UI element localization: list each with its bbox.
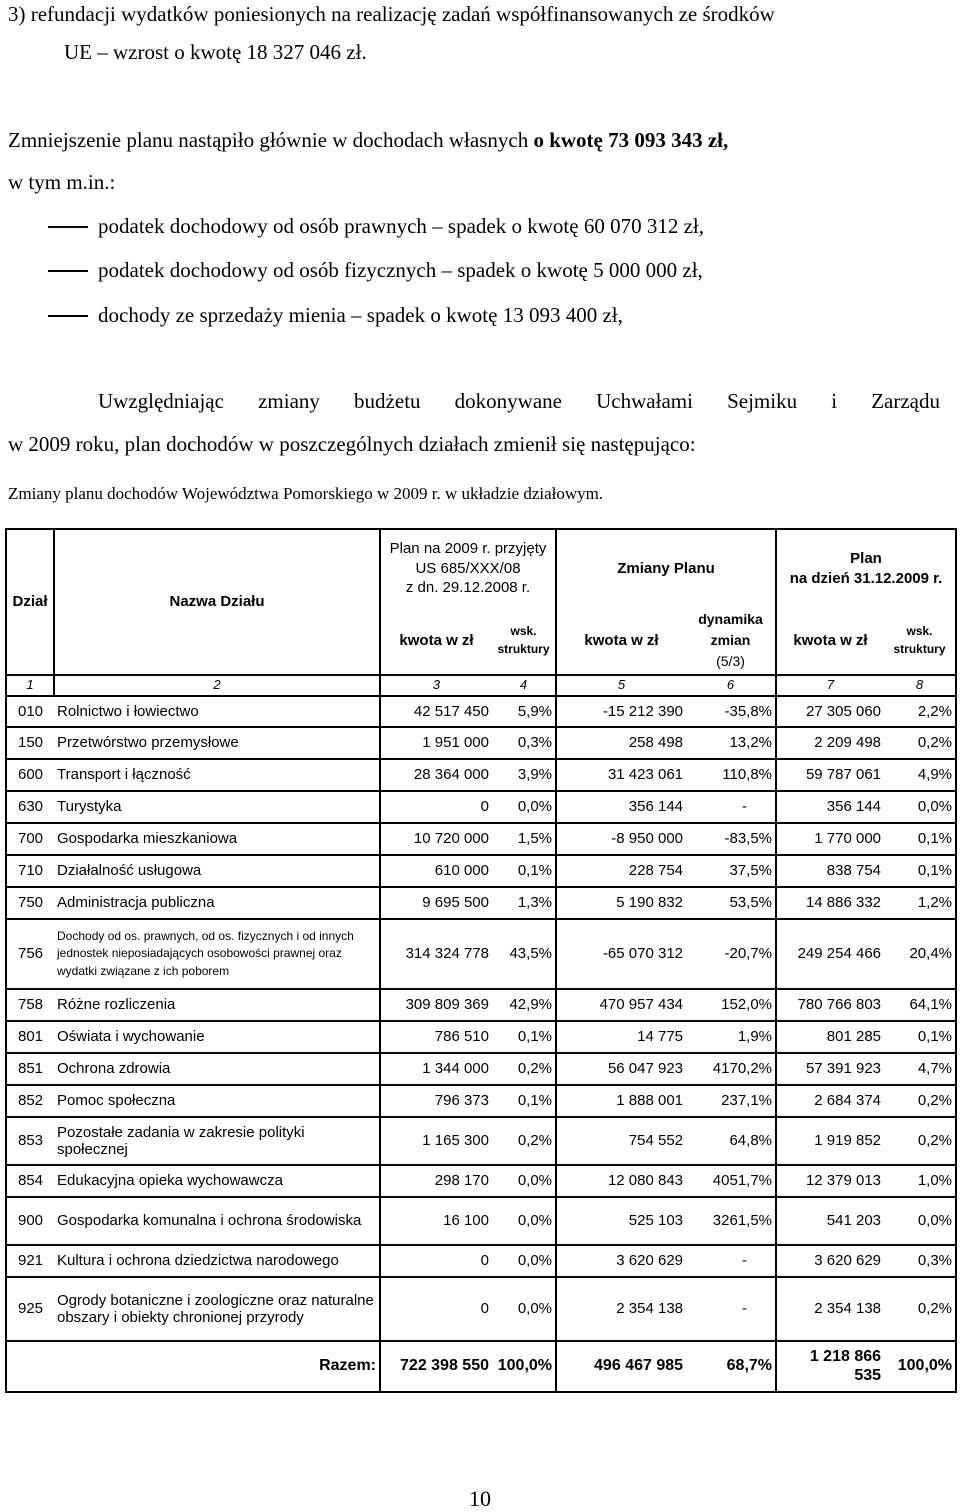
- column-index: 5: [556, 675, 686, 696]
- header-plan-initial-line2: US 685/XXX/08: [415, 559, 521, 577]
- row-dzial: 150: [6, 727, 54, 759]
- table-row: [6, 1021, 956, 1053]
- table-row: [6, 855, 956, 887]
- row-zmiana: 14 775: [556, 1021, 686, 1053]
- row-plan-pct: 0,3%: [492, 727, 556, 759]
- row-plan: 314 324 778: [380, 919, 492, 989]
- row-end-pct: 0,2%: [884, 1277, 956, 1341]
- row-end-pct: 0,3%: [884, 1245, 956, 1277]
- row-dzial: 758: [6, 989, 54, 1021]
- row-dynamika: 4051,7%: [686, 1165, 776, 1197]
- row-dzial: 630: [6, 791, 54, 823]
- row-plan-pct: 5,9%: [492, 696, 556, 727]
- item3-line1: 3) refundacji wydatków poniesionych na realizację zadań współfinansowanych ze środków: [8, 2, 775, 26]
- row-plan-end: 541 203: [776, 1197, 884, 1245]
- row-dynamika: -83,5%: [686, 823, 776, 855]
- row-plan: 16 100: [380, 1197, 492, 1245]
- row-zmiana: 56 047 923: [556, 1053, 686, 1085]
- row-plan-end: 838 754: [776, 855, 884, 887]
- row-zmiana: 31 423 061: [556, 759, 686, 791]
- bullet-dash-3: [48, 315, 88, 317]
- row-plan: 1 165 300: [380, 1117, 492, 1165]
- total-blank: [6, 1341, 54, 1392]
- row-dzial: 851: [6, 1053, 54, 1085]
- row-nazwa: Administracja publiczna: [54, 887, 380, 919]
- header-dynamika-line2: zmian: [710, 632, 751, 648]
- row-dzial: 853: [6, 1117, 54, 1165]
- row-dzial: 710: [6, 855, 54, 887]
- row-plan: 298 170: [380, 1165, 492, 1197]
- bullet-dash-1: [48, 226, 88, 228]
- table-row: [6, 1277, 956, 1341]
- table-row: [6, 823, 956, 855]
- row-zmiana: 1 888 001: [556, 1085, 686, 1117]
- row-plan-pct: 3,9%: [492, 759, 556, 791]
- column-index: 2: [54, 675, 380, 696]
- row-dynamika: 37,5%: [686, 855, 776, 887]
- row-plan-end: 2 209 498: [776, 727, 884, 759]
- row-end-pct: 0,2%: [884, 1117, 956, 1165]
- table-row: [6, 1165, 956, 1197]
- row-plan-end: 1 770 000: [776, 823, 884, 855]
- column-index-row: [6, 675, 956, 696]
- row-nazwa: Kultura i ochrona dziedzictwa narodowego: [54, 1245, 380, 1277]
- row-zmiana: 3 620 629: [556, 1245, 686, 1277]
- column-index: 4: [492, 675, 556, 696]
- row-plan-end: 27 305 060: [776, 696, 884, 727]
- row-plan-end: 14 886 332: [776, 887, 884, 919]
- row-dzial: 700: [6, 823, 54, 855]
- row-plan: 10 720 000: [380, 823, 492, 855]
- decrease-paragraph: [8, 128, 938, 153]
- row-plan: 28 364 000: [380, 759, 492, 791]
- row-dzial: 010: [6, 696, 54, 727]
- row-zmiana: 12 080 843: [556, 1165, 686, 1197]
- header-plan-initial: [380, 529, 556, 607]
- row-end-pct: 0,0%: [884, 1197, 956, 1245]
- row-plan-end: 356 144: [776, 791, 884, 823]
- row-plan: 42 517 450: [380, 696, 492, 727]
- row-plan-pct: 0,1%: [492, 855, 556, 887]
- table-row: [6, 1245, 956, 1277]
- row-plan-pct: 43,5%: [492, 919, 556, 989]
- row-nazwa: Turystyka: [54, 791, 380, 823]
- budget-paragraph-line1: Uwzględniając zmiany budżetu dokonywane Uchwałami Sejmiku i Zarządu: [98, 389, 940, 413]
- header-wsk-1: [492, 607, 556, 675]
- row-dzial: 854: [6, 1165, 54, 1197]
- total-plan-end: 1 218 866 535: [776, 1341, 884, 1392]
- row-plan-end: 59 787 061: [776, 759, 884, 791]
- column-index: 1: [6, 675, 54, 696]
- row-dynamika: -: [686, 1277, 776, 1341]
- row-nazwa: Rolnictwo i łowiectwo: [54, 696, 380, 727]
- row-end-pct: 0,1%: [884, 1021, 956, 1053]
- row-nazwa: Transport i łączność: [54, 759, 380, 791]
- bullet-item-2: podatek dochodowy od osób fizycznych – spadek o kwotę 5 000 000 zł,: [98, 258, 703, 282]
- row-end-pct: 4,9%: [884, 759, 956, 791]
- column-index: 3: [380, 675, 492, 696]
- row-dynamika: 3261,5%: [686, 1197, 776, 1245]
- header-zmiany: Zmiany Planu: [556, 529, 776, 607]
- row-plan-end: 801 285: [776, 1021, 884, 1053]
- row-end-pct: 0,0%: [884, 791, 956, 823]
- row-nazwa: Działalność usługowa: [54, 855, 380, 887]
- row-plan-pct: 0,2%: [492, 1053, 556, 1085]
- row-dynamika: 53,5%: [686, 887, 776, 919]
- row-zmiana: 470 957 434: [556, 989, 686, 1021]
- row-plan: 1 951 000: [380, 727, 492, 759]
- total-plan: 722 398 550: [380, 1341, 492, 1392]
- header-nazwa: Nazwa Działu: [54, 529, 380, 675]
- table-row: [6, 1197, 956, 1245]
- row-end-pct: 0,2%: [884, 1085, 956, 1117]
- header-wsk-1-line1: wsk.: [510, 624, 537, 639]
- total-dyn: 68,7%: [686, 1341, 776, 1392]
- row-nazwa: Ochrona zdrowia: [54, 1053, 380, 1085]
- table-row: [6, 989, 956, 1021]
- row-dzial: 900: [6, 1197, 54, 1245]
- budget-paragraph-line2: w 2009 roku, plan dochodów w poszczególnych działach zmienił się następująco:: [8, 432, 696, 456]
- row-zmiana: 754 552: [556, 1117, 686, 1165]
- row-plan-end: 3 620 629: [776, 1245, 884, 1277]
- row-dynamika: -: [686, 791, 776, 823]
- total-plan-pct: 100,0%: [492, 1341, 556, 1392]
- row-plan: 0: [380, 791, 492, 823]
- row-zmiana: 356 144: [556, 791, 686, 823]
- row-dzial: 925: [6, 1277, 54, 1341]
- row-plan-pct: 1,3%: [492, 887, 556, 919]
- column-index: 7: [776, 675, 884, 696]
- row-plan-end: 1 919 852: [776, 1117, 884, 1165]
- row-dynamika: 13,2%: [686, 727, 776, 759]
- row-zmiana: 2 354 138: [556, 1277, 686, 1341]
- row-plan-pct: 0,1%: [492, 1021, 556, 1053]
- row-dzial: 756: [6, 919, 54, 989]
- header-plan-end-line2: na dzień 31.12.2009 r.: [789, 569, 943, 587]
- row-plan-pct: 0,0%: [492, 791, 556, 823]
- row-dzial: 750: [6, 887, 54, 919]
- total-label: Razem:: [54, 1341, 380, 1392]
- column-index: 6: [686, 675, 776, 696]
- row-plan-end: 2 684 374: [776, 1085, 884, 1117]
- row-nazwa: Dochody od os. prawnych, od os. fizycznych i od innych jednostek nieposiadających osobowości prawnej oraz wydatki związane z ich poborem: [54, 919, 380, 989]
- header-wsk-2: [884, 607, 956, 675]
- table-row: [6, 919, 956, 989]
- row-nazwa: Edukacyjna opieka wychowawcza: [54, 1165, 380, 1197]
- row-dynamika: -35,8%: [686, 696, 776, 727]
- row-end-pct: 0,1%: [884, 855, 956, 887]
- header-dzial: Dział: [6, 529, 54, 675]
- header-plan-initial-line1: Plan na 2009 r. przyjęty: [389, 540, 547, 558]
- row-plan: 0: [380, 1277, 492, 1341]
- page-number: 10: [469, 1486, 491, 1511]
- item3-line2: UE – wzrost o kwotę 18 327 046 zł.: [64, 40, 367, 64]
- bullet-dash-2: [48, 270, 88, 272]
- header-plan-end: [776, 529, 956, 607]
- row-dynamika: 110,8%: [686, 759, 776, 791]
- row-nazwa: Przetwórstwo przemysłowe: [54, 727, 380, 759]
- header-wsk-2-line2: struktury: [893, 641, 946, 656]
- row-dynamika: 237,1%: [686, 1085, 776, 1117]
- row-plan-end: 12 379 013: [776, 1165, 884, 1197]
- income-table: [5, 528, 957, 1393]
- row-zmiana: 525 103: [556, 1197, 686, 1245]
- row-plan: 1 344 000: [380, 1053, 492, 1085]
- header-kwota-1: kwota w zł: [380, 607, 492, 675]
- row-plan-pct: 0,1%: [492, 1085, 556, 1117]
- row-dzial: 852: [6, 1085, 54, 1117]
- row-plan: 786 510: [380, 1021, 492, 1053]
- row-nazwa: Gospodarka komunalna i ochrona środowiska: [54, 1197, 380, 1245]
- row-plan-pct: 0,0%: [492, 1277, 556, 1341]
- total-end-pct: 100,0%: [884, 1341, 956, 1392]
- row-zmiana: 5 190 832: [556, 887, 686, 919]
- row-dynamika: 4170,2%: [686, 1053, 776, 1085]
- row-end-pct: 1,0%: [884, 1165, 956, 1197]
- row-end-pct: 20,4%: [884, 919, 956, 989]
- row-plan: 796 373: [380, 1085, 492, 1117]
- row-end-pct: 0,1%: [884, 823, 956, 855]
- row-dzial: 801: [6, 1021, 54, 1053]
- decrease-prefix: Zmniejszenie planu nastąpiło głównie w dochodach własnych: [8, 128, 534, 152]
- table-row: [6, 791, 956, 823]
- row-end-pct: 4,7%: [884, 1053, 956, 1085]
- row-dynamika: 152,0%: [686, 989, 776, 1021]
- decrease-amount: o kwotę 73 093 343 zł,: [533, 128, 729, 152]
- table-caption: Zmiany planu dochodów Województwa Pomorskiego w 2009 r. w układzie działowym.: [8, 484, 604, 503]
- row-zmiana: -65 070 312: [556, 919, 686, 989]
- row-nazwa: Oświata i wychowanie: [54, 1021, 380, 1053]
- table-row: [6, 727, 956, 759]
- row-end-pct: 1,2%: [884, 887, 956, 919]
- decrease-line2: w tym m.in.:: [8, 170, 116, 194]
- table-row: [6, 887, 956, 919]
- row-plan-pct: 0,0%: [492, 1165, 556, 1197]
- row-plan: 9 695 500: [380, 887, 492, 919]
- total-zmiana: 496 467 985: [556, 1341, 686, 1392]
- header-wsk-1-line2: struktury: [497, 641, 550, 656]
- row-plan-end: 249 254 466: [776, 919, 884, 989]
- row-zmiana: 228 754: [556, 855, 686, 887]
- row-end-pct: 64,1%: [884, 989, 956, 1021]
- header-dynamika: [686, 607, 776, 675]
- row-zmiana: -15 212 390: [556, 696, 686, 727]
- header-dynamika-line1: dynamika: [698, 611, 763, 627]
- row-plan: 0: [380, 1245, 492, 1277]
- table-row: [6, 1117, 956, 1165]
- header-wsk-2-line1: wsk.: [906, 624, 933, 639]
- row-nazwa: Ogrody botaniczne i zoologiczne oraz naturalne obszary i obiekty chronionej przyrody: [54, 1277, 380, 1341]
- row-end-pct: 2,2%: [884, 696, 956, 727]
- row-dynamika: 64,8%: [686, 1117, 776, 1165]
- row-zmiana: -8 950 000: [556, 823, 686, 855]
- header-plan-initial-line3: z dn. 29.12.2008 r.: [405, 579, 531, 597]
- row-plan-end: 57 391 923: [776, 1053, 884, 1085]
- row-nazwa: Gospodarka mieszkaniowa: [54, 823, 380, 855]
- total-row: [6, 1341, 956, 1392]
- row-nazwa: Pomoc społeczna: [54, 1085, 380, 1117]
- header-dynamika-line3: (5/3): [716, 653, 745, 669]
- row-dynamika: -20,7%: [686, 919, 776, 989]
- table-row: [6, 1053, 956, 1085]
- row-nazwa: Pozostałe zadania w zakresie polityki społecznej: [54, 1117, 380, 1165]
- table-row: [6, 1085, 956, 1117]
- row-dynamika: -: [686, 1245, 776, 1277]
- bullet-item-1: podatek dochodowy od osób prawnych – spadek o kwotę 60 070 312 zł,: [98, 214, 704, 238]
- row-plan-pct: 0,0%: [492, 1245, 556, 1277]
- row-plan-pct: 1,5%: [492, 823, 556, 855]
- bullet-item-3: dochody ze sprzedaży mienia – spadek o kwotę 13 093 400 zł,: [98, 303, 623, 327]
- column-index: 8: [884, 675, 956, 696]
- row-plan-pct: 42,9%: [492, 989, 556, 1021]
- row-plan-pct: 0,0%: [492, 1197, 556, 1245]
- row-plan-pct: 0,2%: [492, 1117, 556, 1165]
- row-dzial: 921: [6, 1245, 54, 1277]
- header-kwota-2: kwota w zł: [556, 607, 686, 675]
- table-body: [6, 696, 956, 1341]
- header-kwota-3: kwota w zł: [776, 607, 884, 675]
- row-plan-end: 2 354 138: [776, 1277, 884, 1341]
- row-plan-end: 780 766 803: [776, 989, 884, 1021]
- header-plan-end-line1: Plan: [850, 550, 882, 567]
- table-row: [6, 696, 956, 727]
- row-end-pct: 0,2%: [884, 727, 956, 759]
- row-dynamika: 1,9%: [686, 1021, 776, 1053]
- row-plan: 610 000: [380, 855, 492, 887]
- row-zmiana: 258 498: [556, 727, 686, 759]
- row-dzial: 600: [6, 759, 54, 791]
- table-row: [6, 759, 956, 791]
- row-nazwa: Różne rozliczenia: [54, 989, 380, 1021]
- row-plan: 309 809 369: [380, 989, 492, 1021]
